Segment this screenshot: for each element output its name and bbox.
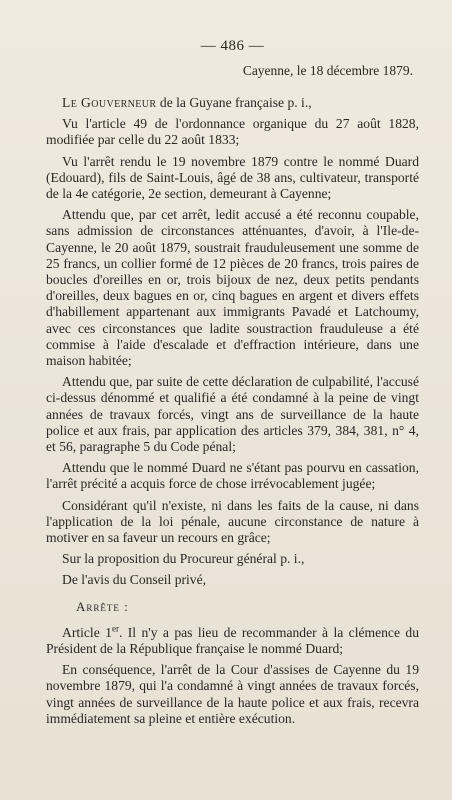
arrete-heading: Arrête : xyxy=(76,598,129,614)
article-superscript: er xyxy=(111,623,119,634)
governor-title: Le Gouverneur xyxy=(62,95,157,110)
article-text: . Il n'y a pas lieu de recommander à la clémence du Président de la République française le nommé Duard; xyxy=(46,624,419,656)
paragraph-attendu-coupable: Attendu que, par cet arrêt, ledit accusé a été reconnu coupable, sans admission de circonstances atténuantes, d'avoir, à l'Ile-de-Cayenne, le 20 août 1879, soustrait frauduleusement une somme de 25 francs, un collier formé de 12 pièces de 20 francs, trois paires de boucles d'oreilles en or, trois bijoux de nez, deux petits pendants d'oreilles, deux bagues en or, cinq bagues en argent et divers effets d'habillement appartenant aux immigrants Pavadé et Latchoumy, avec ces circonstances que ladite soustraction frauduleuse a été commise à l'aide d'escalade et d'effraction intérieure, dans une maison habitée; xyxy=(46,207,419,369)
paragraph-avis: De l'avis du Conseil privé, xyxy=(62,572,207,588)
paragraph-proposition: Sur la proposition du Procureur général p. i., xyxy=(62,551,305,567)
page-number: — 486 — xyxy=(200,38,265,54)
paragraph-vu-arret: Vu l'arrêt rendu le 19 novembre 1879 contre le nommé Duard (Edouard), fils de Saint-Louis, âgé de 38 ans, cultivateur, transporté de la 4e catégorie, 2e section, demeurant à Cayenne; xyxy=(46,153,419,202)
dateline: Cayenne, le 18 décembre 1879. xyxy=(242,63,413,78)
paragraph-considerant: Considérant qu'il n'existe, ni dans les faits de la cause, ni dans l'application de la loi pénale, aucune circonstance de nature à motiver en sa faveur un recours en grâce; xyxy=(46,497,419,546)
governor-line xyxy=(46,95,419,111)
article-prefix: Article 1 xyxy=(62,624,112,640)
paragraph-attendu-cassation: Attendu que le nommé Duard ne s'étant pas pourvu en cassation, l'arrêt précité a acquis force de chose irrévocablement jugée; xyxy=(46,460,419,492)
paragraph-vu-article: Vu l'article 49 de l'ordonnance organique du 27 août 1828, modifiée par celle du 22 août 1833; xyxy=(46,116,419,148)
paragraph-attendu-condamne: Attendu que, par suite de cette déclaration de culpabilité, l'accusé ci-dessus dénommé et qualifié a été condamné à la peine de vingt années de travaux forcés, vingt ans de surveillance de la haute police et aux frais, par application des articles 379, 384, 381, n° 4, et 56, paragraphe 5 du Code pénal; xyxy=(46,374,419,455)
final-paragraph: En conséquence, l'arrêt de la Cour d'assises de Cayenne du 19 novembre 1879, qui l'a condamné à vingt années de travaux forcés, vingt années de surveillance de la haute police et aux frais, recevra immédiatement sa pleine et entière exécution. xyxy=(46,662,419,726)
article-paragraph xyxy=(46,625,419,657)
governor-rest: de la Guyane française p. i., xyxy=(156,95,312,110)
